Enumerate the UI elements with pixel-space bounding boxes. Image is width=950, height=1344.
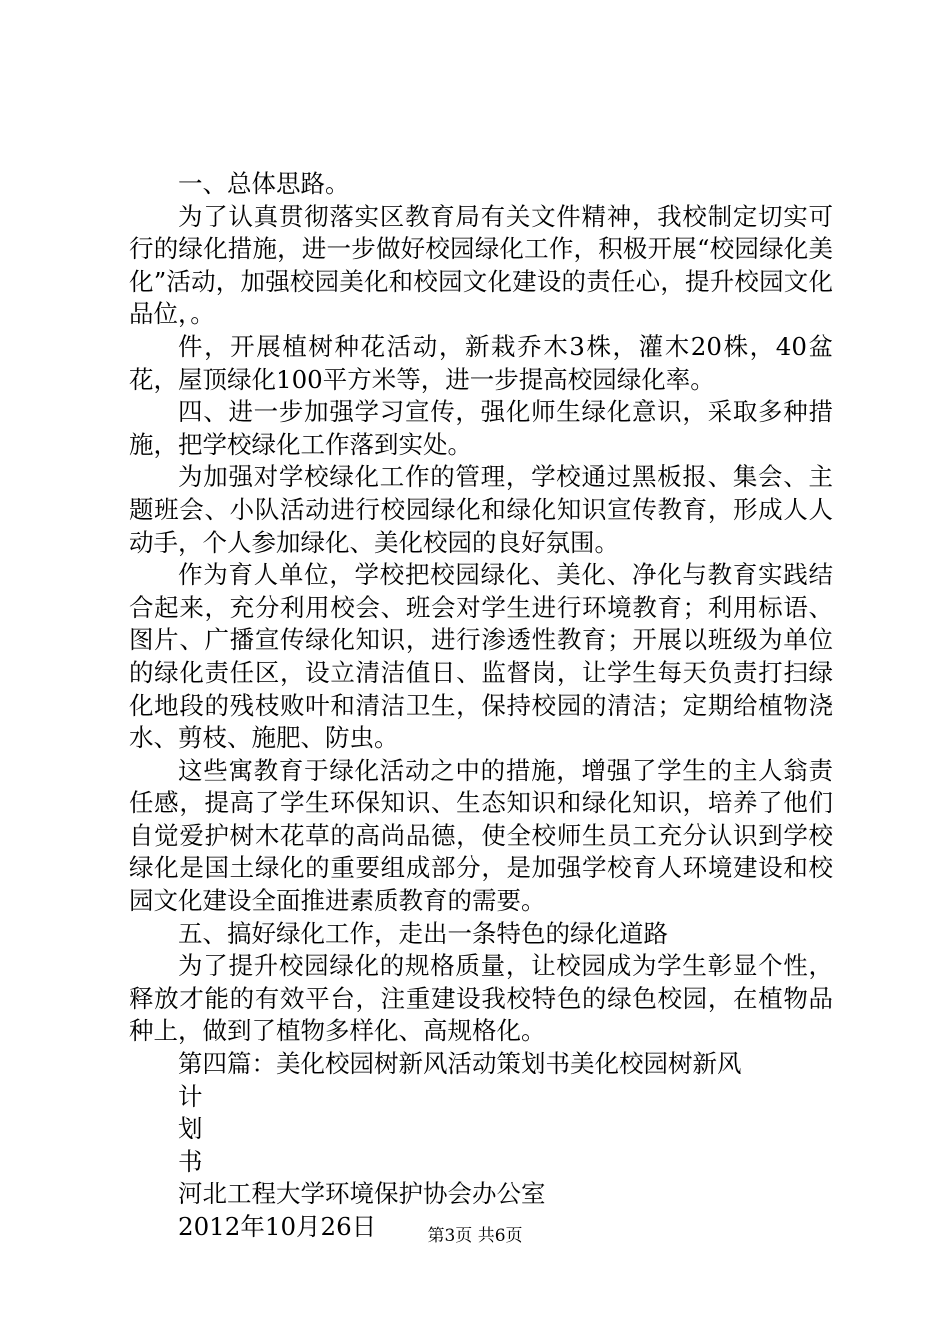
paragraph: 为加强对学校绿化工作的管理，学校通过黑板报、集会、主题班会、小队活动进行校园绿化和绿化知识宣传教育，形成人人动手，个人参加绿化、美化校园的良好氛围。: [129, 462, 833, 557]
title-char: 划: [178, 1114, 203, 1144]
document-date: 2012年10月26日: [178, 1212, 377, 1241]
paragraph: 为了认真贯彻落实区教育局有关文件精神，我校制定切实可行的绿化措施，进一步做好校园绿化工作，积极开展“校园绿化美化”活动，加强校园美化和校园文化建设的责任心，提升校园文化品位，。: [129, 201, 833, 329]
page-number: 第3页 共6页: [427, 1226, 523, 1246]
paragraph-heading-4: 四、进一步加强学习宣传，强化师生绿化意识，采取多种措施，把学校绿化工作落到实处。: [129, 397, 833, 459]
paragraph: 为了提升校园绿化的规格质量，让校园成为学生彰显个性，释放才能的有效平台，注重建设我校特色的绿色校园，在植物品种上，做到了植物多样化、高规格化。: [129, 951, 833, 1046]
section-title: 第四篇：美化校园树新风活动策划书美化校园树新风: [178, 1049, 742, 1079]
paragraph-heading-5: 五、搞好绿化工作，走出一条特色的绿化道路: [178, 918, 668, 948]
paragraph: 件，开展植树种花活动，新栽乔木3株，灌木20株，40盆花，屋顶绿化100平方米等，进一步提高校园绿化率。: [129, 331, 833, 394]
paragraph: 这些寓教育于绿化活动之中的措施，增强了学生的主人翁责任感，提高了学生环保知识、生态知识和绿化知识，培养了他们自觉爱护树木花草的高尚品德，使全校师生员工充分认识到学校绿化是国土绿化的重要组成部分，是加强学校育人环境建设和校园文化建设全面推进素质教育的需要。: [129, 755, 833, 916]
document-body: [129, 168, 833, 1244]
title-char: 书: [178, 1146, 203, 1176]
paragraph-heading-1: 一、总体思路。: [178, 169, 350, 198]
title-char: 计: [178, 1081, 203, 1111]
organization-name: 河北工程大学环境保护协会办公室: [178, 1179, 546, 1209]
paragraph: 作为育人单位，学校把校园绿化、美化、净化与教育实践结合起来，充分利用校会、班会对学生进行环境教育；利用标语、图片、广播宣传绿化知识，进行渗透性教育；开展以班级为单位的绿化责任区，设立清洁值日、监督岗，让学生每天负责打扫绿化地段的残枝败叶和清洁卫生，保持校园的清洁；定期给植物浇水、剪枝、施肥、防虫。: [129, 560, 833, 753]
